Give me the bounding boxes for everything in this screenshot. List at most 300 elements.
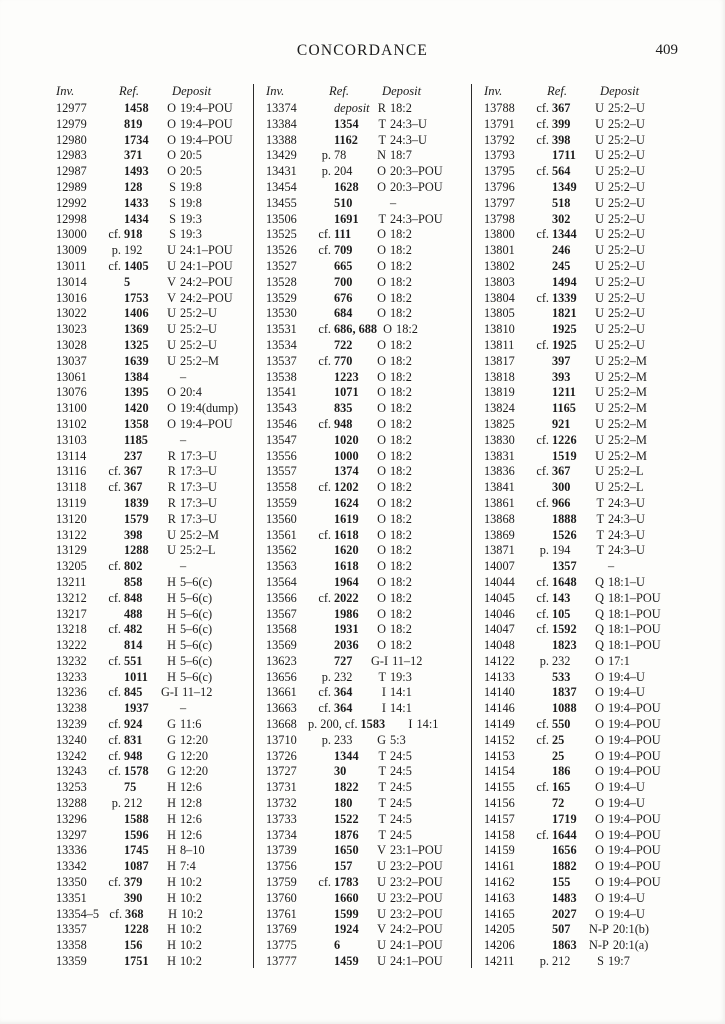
ref-number: 1325 bbox=[124, 337, 149, 352]
inv-number: 13818 bbox=[484, 369, 515, 384]
inv-number: 13830 bbox=[484, 432, 515, 447]
deposit-grid-ref: 14:1 bbox=[416, 717, 439, 732]
ref-number: 128 bbox=[124, 179, 143, 194]
inv-number: 14152 bbox=[484, 732, 515, 747]
table-row bbox=[56, 480, 252, 496]
deposit-grid-letter: O bbox=[377, 622, 386, 637]
inv-number: 13756 bbox=[266, 859, 297, 874]
table-row bbox=[266, 196, 470, 212]
deposit-grid-letter: H bbox=[167, 827, 176, 842]
ref-number: 1583 bbox=[360, 717, 386, 732]
ref-prefix: p. bbox=[321, 164, 331, 179]
inv-number: 14162 bbox=[484, 875, 515, 890]
column-rows bbox=[484, 101, 700, 970]
ref-number: 157 bbox=[334, 859, 353, 874]
deposit-grid-ref: 24:2–POU bbox=[180, 290, 233, 305]
ref-number: 1931 bbox=[334, 622, 359, 637]
table-row bbox=[484, 433, 700, 449]
deposit-grid-letter: U bbox=[595, 243, 604, 258]
deposit-grid-ref: 20:1(a) bbox=[612, 938, 649, 953]
deposit-grid-letter: V bbox=[377, 922, 386, 937]
deposit-grid-letter: G bbox=[167, 764, 176, 779]
ref-number: 1937 bbox=[124, 701, 149, 716]
deposit-grid-letter: R bbox=[167, 511, 176, 526]
ref-prefix: cf. bbox=[536, 116, 549, 131]
table-row bbox=[266, 117, 470, 133]
inv-number: 13739 bbox=[266, 843, 297, 858]
deposit-grid-letter: T bbox=[596, 527, 604, 542]
ref-prefix: cf. bbox=[108, 227, 121, 242]
inv-number: 13543 bbox=[266, 401, 297, 416]
deposit-grid-ref: 25:2–U bbox=[608, 148, 645, 163]
table-row bbox=[56, 259, 252, 275]
deposit-grid-letter: U bbox=[595, 290, 604, 305]
deposit-grid-ref: 24:1–POU bbox=[390, 954, 443, 969]
deposit-grid-letter: O bbox=[377, 243, 386, 258]
ref-number: 518 bbox=[552, 195, 571, 210]
inv-number: 13243 bbox=[56, 764, 87, 779]
table-row bbox=[266, 275, 470, 291]
table-row bbox=[484, 464, 700, 480]
deposit-grid-letter: T bbox=[378, 796, 386, 811]
deposit-grid-letter: U bbox=[167, 306, 176, 321]
inv-number: 13336 bbox=[56, 843, 87, 858]
inv-number: 14133 bbox=[484, 669, 515, 684]
table-row bbox=[266, 575, 470, 591]
ref-prefix: p. bbox=[321, 148, 331, 163]
deposit-grid-letter: U bbox=[377, 938, 386, 953]
ref-number: 1691 bbox=[334, 211, 359, 226]
ref-number: 192 bbox=[124, 243, 143, 258]
ref-prefix: p. bbox=[539, 653, 549, 668]
deposit-grid-letter: O bbox=[377, 527, 386, 542]
inv-number: 13661 bbox=[266, 685, 297, 700]
table-row bbox=[484, 559, 700, 575]
ref-prefix: cf. bbox=[536, 606, 549, 621]
deposit-grid-letter: V bbox=[377, 843, 386, 858]
inv-number: 13297 bbox=[56, 827, 87, 842]
table-row bbox=[266, 306, 470, 322]
deposit-grid-ref: 18:2 bbox=[390, 243, 412, 258]
inv-number: 13354–5 bbox=[56, 906, 100, 921]
ref-number: 831 bbox=[124, 732, 143, 747]
table-row bbox=[266, 591, 470, 607]
deposit-grid-ref: 17:3–U bbox=[180, 495, 217, 510]
deposit-grid-letter: O bbox=[377, 274, 386, 289]
inv-number: 13023 bbox=[56, 322, 87, 337]
table-row bbox=[56, 227, 252, 243]
table-row bbox=[56, 607, 252, 623]
deposit-grid-letter: V bbox=[167, 274, 176, 289]
table-row bbox=[56, 891, 252, 907]
table-row bbox=[56, 828, 252, 844]
deposit-grid-letter: U bbox=[167, 243, 176, 258]
table-row bbox=[484, 101, 700, 117]
table-row bbox=[266, 180, 470, 196]
deposit-grid-letter: T bbox=[378, 116, 386, 131]
deposit-grid-ref: 25:2–M bbox=[608, 369, 647, 384]
table-row bbox=[484, 764, 700, 780]
column-header-row bbox=[484, 84, 700, 101]
deposit-grid-ref: 11:6 bbox=[180, 717, 202, 732]
deposit-grid-ref: 19:4–U bbox=[608, 796, 645, 811]
deposit-grid-letter: O bbox=[383, 322, 393, 337]
ref-number: 1349 bbox=[552, 179, 577, 194]
ref-number: 1644 bbox=[552, 827, 577, 842]
deposit-grid-ref: 18:2 bbox=[390, 574, 412, 589]
deposit-grid-ref: 24:3–U bbox=[608, 543, 645, 558]
table-row bbox=[266, 528, 470, 544]
table-row bbox=[56, 733, 252, 749]
ref-prefix: cf. bbox=[318, 590, 331, 605]
ref-number: 1165 bbox=[552, 401, 576, 416]
ref-prefix: cf. bbox=[536, 464, 549, 479]
deposit-grid-letter: H bbox=[167, 669, 176, 684]
deposit-grid-letter: S bbox=[597, 954, 604, 969]
table-row bbox=[266, 512, 470, 528]
ref-number: 727 bbox=[334, 653, 353, 668]
deposit-grid-letter: H bbox=[167, 954, 176, 969]
inv-number: 13831 bbox=[484, 448, 515, 463]
inv-number: 13727 bbox=[266, 764, 297, 779]
deposit-grid-ref: 25:2–U bbox=[608, 337, 645, 352]
inv-number: 13217 bbox=[56, 606, 87, 621]
deposit-grid-letter: R bbox=[167, 480, 176, 495]
deposit-grid-ref: 18:2 bbox=[390, 590, 412, 605]
ref-number: 204 bbox=[334, 164, 353, 179]
deposit-grid-letter: O bbox=[167, 132, 176, 147]
deposit-grid-ref: 5–6(c) bbox=[180, 638, 213, 653]
deposit-grid-ref: 25:2–U bbox=[608, 179, 645, 194]
deposit-grid-letter: O bbox=[377, 290, 386, 305]
table-row bbox=[56, 243, 252, 259]
ref-number: 367 bbox=[552, 464, 571, 479]
inv-number: 13119 bbox=[56, 495, 87, 510]
deposit-grid-ref: 23:1–POU bbox=[390, 843, 443, 858]
ref-prefix: cf. bbox=[108, 685, 121, 700]
deposit-grid-letter: U bbox=[377, 859, 386, 874]
ref-number: 30 bbox=[334, 764, 347, 779]
inv-number: 13253 bbox=[56, 780, 87, 795]
ref-number: 1964 bbox=[334, 574, 359, 589]
ref-prefix: cf. bbox=[536, 780, 549, 795]
deposit-grid-letter: O bbox=[595, 843, 604, 858]
deposit-grid-ref: 18:2 bbox=[390, 369, 412, 384]
table-row bbox=[484, 212, 700, 228]
ref-number: 1821 bbox=[552, 306, 577, 321]
table-row bbox=[484, 528, 700, 544]
ref-number: 1000 bbox=[334, 448, 359, 463]
inv-number: 13342 bbox=[56, 859, 87, 874]
deposit-grid-ref: 18:2 bbox=[390, 638, 412, 653]
deposit-grid-ref: 25:2–M bbox=[608, 432, 647, 447]
deposit-grid-ref: 5:3 bbox=[390, 732, 406, 747]
deposit-grid-letter: I bbox=[381, 701, 386, 716]
deposit-grid-ref: 18:2 bbox=[390, 401, 412, 416]
table-row bbox=[266, 670, 470, 686]
table-row bbox=[56, 385, 252, 401]
ref-number: 665 bbox=[334, 258, 353, 273]
ref-number: 1924 bbox=[334, 922, 359, 937]
ref-number: 1624 bbox=[334, 495, 359, 510]
deposit-grid-letter: O bbox=[377, 511, 386, 526]
inv-number: 14159 bbox=[484, 843, 515, 858]
table-row bbox=[266, 701, 470, 717]
ref-number: 1837 bbox=[552, 685, 577, 700]
ref-number: 948 bbox=[334, 416, 353, 431]
ref-number: 1494 bbox=[552, 274, 577, 289]
inv-number: 13811 bbox=[484, 337, 515, 352]
inv-number: 14161 bbox=[484, 859, 515, 874]
deposit-grid-ref: 18:2 bbox=[390, 432, 412, 447]
deposit-grid-ref: – bbox=[180, 559, 187, 574]
inv-number: 13526 bbox=[266, 243, 297, 258]
deposit-grid-letter: O bbox=[377, 337, 386, 352]
ref-number: 1925 bbox=[552, 322, 577, 337]
deposit-grid-letter: O bbox=[167, 401, 176, 416]
deposit-grid-letter: R bbox=[167, 448, 176, 463]
deposit-grid-ref: 18:2 bbox=[390, 337, 412, 352]
table-row bbox=[56, 133, 252, 149]
inv-number: 13567 bbox=[266, 606, 297, 621]
table-row bbox=[56, 591, 252, 607]
ref-number: 2027 bbox=[552, 906, 577, 921]
table-row bbox=[484, 306, 700, 322]
deposit-grid-letter: O bbox=[377, 574, 386, 589]
table-row bbox=[266, 780, 470, 796]
table-row bbox=[484, 417, 700, 433]
ref-number: 1660 bbox=[334, 890, 359, 905]
deposit-grid-letter: O bbox=[377, 638, 386, 653]
deposit-grid-letter: Q bbox=[595, 590, 604, 605]
deposit-grid-letter: O bbox=[377, 306, 386, 321]
deposit-grid-letter: O bbox=[377, 480, 386, 495]
deposit-grid-ref: 25:2–U bbox=[180, 306, 217, 321]
deposit-grid-ref: 18:2 bbox=[390, 258, 412, 273]
ref-prefix: p. bbox=[539, 543, 549, 558]
inv-number: 13454 bbox=[266, 179, 297, 194]
table-row bbox=[56, 354, 252, 370]
table-row bbox=[484, 243, 700, 259]
deposit-header: Deposit bbox=[172, 84, 212, 98]
ref-number: 1369 bbox=[124, 322, 149, 337]
inv-number: 13359 bbox=[56, 954, 87, 969]
ref-prefix: cf. bbox=[108, 464, 121, 479]
deposit-grid-ref: 18:2 bbox=[390, 511, 412, 526]
ref-number: 966 bbox=[552, 495, 571, 510]
ref-number: 371 bbox=[124, 148, 143, 163]
table-row bbox=[266, 148, 470, 164]
ref-prefix: cf. bbox=[108, 717, 121, 732]
deposit-grid-letter: O bbox=[595, 811, 604, 826]
table-row bbox=[266, 354, 470, 370]
inv-number: 13759 bbox=[266, 875, 297, 890]
table-row bbox=[484, 575, 700, 591]
table-row bbox=[266, 417, 470, 433]
deposit-grid-ref: 24:5 bbox=[390, 764, 412, 779]
inv-number: 13869 bbox=[484, 527, 515, 542]
deposit-grid-ref: 25:2–U bbox=[608, 258, 645, 273]
inv-number: 13561 bbox=[266, 527, 297, 542]
inv-number: 13788 bbox=[484, 101, 515, 115]
table-row bbox=[484, 812, 700, 828]
ref-number: 5 bbox=[124, 274, 131, 289]
deposit-grid-letter: H bbox=[167, 890, 176, 905]
deposit-grid-letter: H bbox=[167, 796, 176, 811]
table-row bbox=[484, 875, 700, 891]
table-row bbox=[484, 796, 700, 812]
ref-number: 1344 bbox=[334, 748, 359, 763]
deposit-grid-letter: U bbox=[595, 132, 604, 147]
table-row bbox=[484, 401, 700, 417]
deposit-grid-ref: 11–12 bbox=[392, 653, 423, 668]
inv-number: 13236 bbox=[56, 685, 87, 700]
deposit-grid-letter: O bbox=[595, 859, 604, 874]
ref-number: 1088 bbox=[552, 701, 577, 716]
deposit-grid-ref: 18:2 bbox=[390, 543, 412, 558]
deposit-grid-letter: H bbox=[167, 622, 176, 637]
ref-prefix: cf. bbox=[108, 258, 121, 273]
deposit-grid-ref: 12:6 bbox=[180, 827, 202, 842]
table-row bbox=[484, 843, 700, 859]
table-row bbox=[266, 891, 470, 907]
ref-number: 835 bbox=[334, 401, 353, 416]
deposit-grid-letter: O bbox=[595, 906, 604, 921]
inv-number: 13791 bbox=[484, 116, 515, 131]
ref-number: 246 bbox=[552, 243, 571, 258]
ref-number: 845 bbox=[124, 685, 143, 700]
table-row bbox=[266, 559, 470, 575]
inv-number: 13836 bbox=[484, 464, 515, 479]
inv-number: 13805 bbox=[484, 306, 515, 321]
table-row bbox=[56, 654, 252, 670]
table-row bbox=[266, 101, 470, 117]
deposit-grid-ref: 25:2–M bbox=[180, 353, 219, 368]
deposit-grid-ref: 11–12 bbox=[182, 685, 213, 700]
ref-prefix: cf. bbox=[536, 827, 549, 842]
ref-number: 1071 bbox=[334, 385, 359, 400]
table-row bbox=[266, 607, 470, 623]
deposit-grid-letter: O bbox=[377, 590, 386, 605]
inv-number: 13802 bbox=[484, 258, 515, 273]
inv-number: 13769 bbox=[266, 922, 297, 937]
deposit-grid-letter: U bbox=[595, 148, 604, 163]
ref-number: 564 bbox=[552, 164, 571, 179]
deposit-grid-ref: 10:2 bbox=[180, 954, 202, 969]
ref-number: 2022 bbox=[334, 590, 359, 605]
inv-number: 13557 bbox=[266, 464, 297, 479]
deposit-grid-letter: G-I bbox=[161, 685, 179, 700]
inv-number: 13871 bbox=[484, 543, 515, 558]
ref-number: 398 bbox=[124, 527, 143, 542]
ref-prefix: cf. bbox=[318, 527, 331, 542]
table-row bbox=[484, 670, 700, 686]
deposit-grid-letter: H bbox=[167, 922, 176, 937]
deposit-grid-letter: U bbox=[377, 875, 386, 890]
ref-number: 155 bbox=[552, 875, 571, 890]
deposit-grid-letter: U bbox=[595, 258, 604, 273]
table-row bbox=[56, 322, 252, 338]
inv-number: 13384 bbox=[266, 116, 297, 131]
inv-number: 13009 bbox=[56, 243, 87, 258]
inv-number: 14163 bbox=[484, 890, 515, 905]
inv-number: 13663 bbox=[266, 701, 297, 716]
ref-number: 233 bbox=[334, 732, 353, 747]
deposit-grid-ref: 19:4–POU bbox=[608, 764, 661, 779]
table-row bbox=[484, 938, 700, 954]
table-row bbox=[266, 907, 470, 923]
ref-number: 1011 bbox=[124, 669, 148, 684]
ref-number: 533 bbox=[552, 669, 571, 684]
ref-number: 1823 bbox=[552, 638, 577, 653]
ref-number: 918 bbox=[124, 227, 143, 242]
ref-prefix: cf. bbox=[536, 622, 549, 637]
inv-number: 13118 bbox=[56, 480, 87, 495]
deposit-grid-ref: 18:2 bbox=[390, 290, 412, 305]
deposit-grid-letter: Q bbox=[595, 638, 604, 653]
inv-number: 13014 bbox=[56, 274, 87, 289]
ref-prefix: cf. bbox=[108, 764, 121, 779]
deposit-grid-ref: 24:2–POU bbox=[180, 274, 233, 289]
inv-number: 13861 bbox=[484, 495, 515, 510]
ref-number: 1783 bbox=[334, 875, 359, 890]
ref-number: 1358 bbox=[124, 416, 149, 431]
table-row bbox=[56, 843, 252, 859]
deposit-grid-ref: 20:1(b) bbox=[612, 922, 650, 937]
ref-prefix: cf. bbox=[536, 495, 549, 510]
ref-prefix: p. bbox=[321, 732, 331, 747]
table-row bbox=[56, 417, 252, 433]
deposit-grid-letter: T bbox=[378, 669, 386, 684]
deposit-grid-letter: G-I bbox=[371, 653, 389, 668]
ref-number: 482 bbox=[124, 622, 143, 637]
deposit-grid-letter: U bbox=[595, 385, 604, 400]
inv-number: 13797 bbox=[484, 195, 515, 210]
ref-prefix: cf. bbox=[318, 701, 331, 716]
ref-prefix: cf. bbox=[108, 480, 121, 495]
table-row bbox=[56, 670, 252, 686]
column-header-row bbox=[56, 84, 252, 101]
table-row bbox=[266, 385, 470, 401]
deposit-grid-letter: O bbox=[595, 685, 604, 700]
ref-number: 364 bbox=[334, 685, 353, 700]
deposit-grid-ref: 18:2 bbox=[390, 495, 412, 510]
deposit-grid-ref: 19:4–POU bbox=[180, 116, 233, 131]
deposit-grid-letter: G bbox=[167, 717, 176, 732]
inv-number: 13288 bbox=[56, 796, 87, 811]
inv-number: 13793 bbox=[484, 148, 515, 163]
deposit-grid-ref: 25:2–L bbox=[608, 464, 644, 479]
deposit-grid-letter: U bbox=[167, 337, 176, 352]
concordance-column-3 bbox=[484, 84, 700, 970]
deposit-grid-ref: 18:1–POU bbox=[608, 590, 661, 605]
table-row bbox=[56, 433, 252, 449]
deposit-grid-ref: 5–6(c) bbox=[180, 669, 213, 684]
table-row bbox=[266, 338, 470, 354]
table-row bbox=[484, 891, 700, 907]
deposit-grid-letter: O bbox=[377, 385, 386, 400]
table-row bbox=[484, 259, 700, 275]
table-row bbox=[56, 938, 252, 954]
table-row bbox=[484, 954, 700, 970]
deposit-grid-ref: 19:4–POU bbox=[608, 732, 661, 747]
ref-number: 78 bbox=[334, 148, 347, 163]
deposit-grid-letter: U bbox=[167, 543, 176, 558]
deposit-grid-ref: 17:3–U bbox=[180, 464, 217, 479]
deposit-grid-ref: 18:2 bbox=[390, 227, 412, 242]
ref-number: 1711 bbox=[552, 148, 576, 163]
table-row bbox=[266, 480, 470, 496]
